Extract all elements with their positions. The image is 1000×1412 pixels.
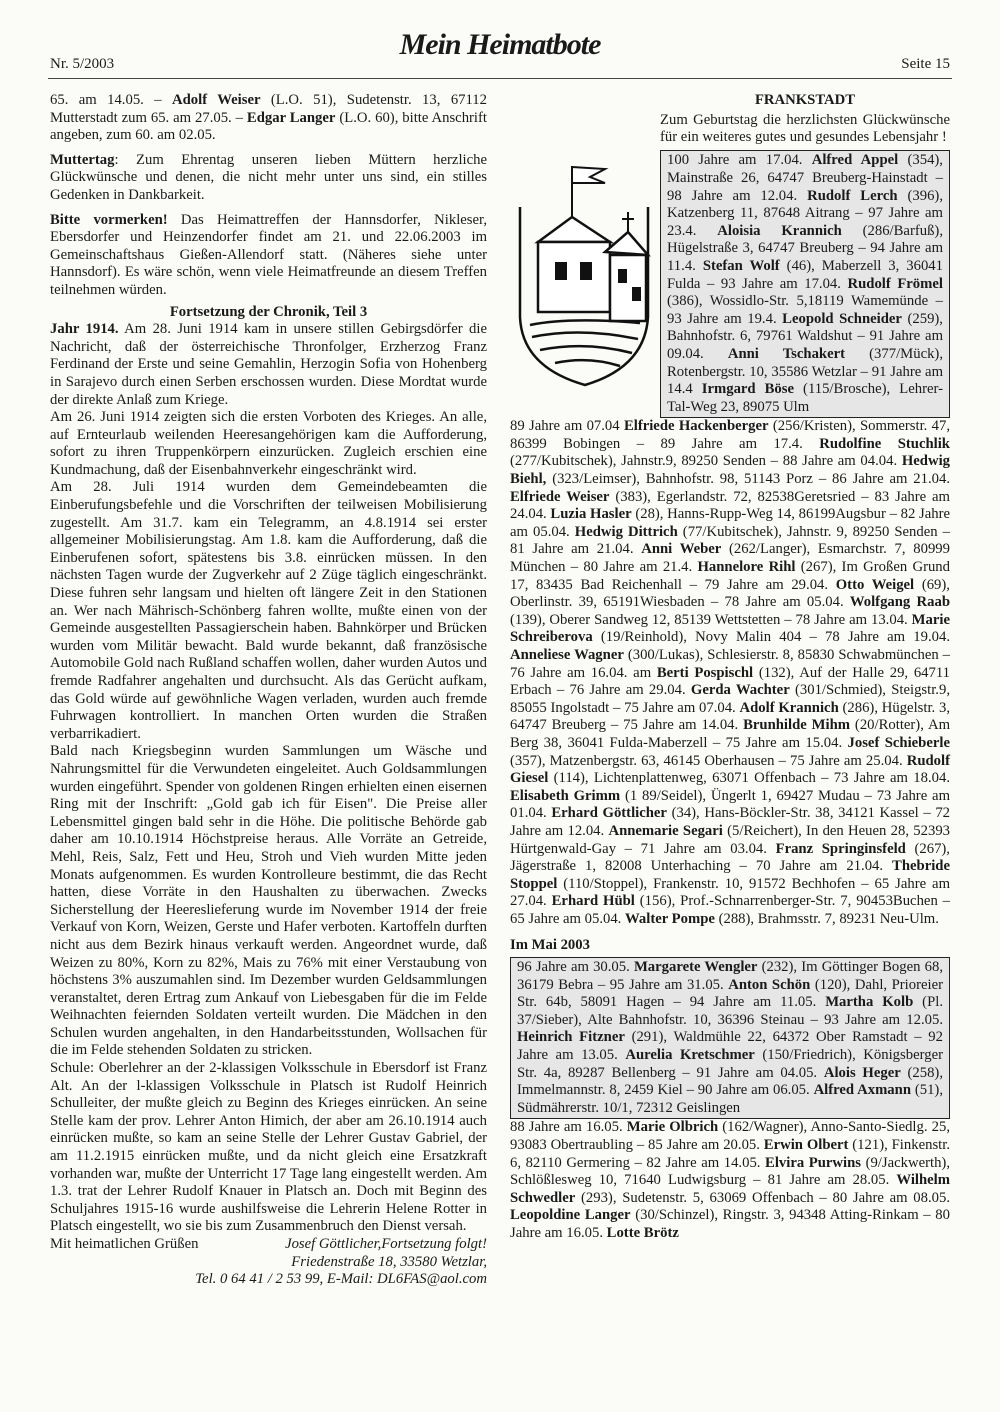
text-run: (288), Brahmsstr. 7, 89231 Neu-Ulm. [714, 910, 939, 927]
text-run: (110/Stoppel), Frankenstr. 10, 91572 Bechhofen – 65 Jahre am 27.04. [510, 875, 950, 910]
chronik-paragraph: Am 28. Juli 1914 wurden dem Gemeindebeamten die Einberufungsbefehle und die Vorschriften der teilweisen Mobilisierung zugestellt. Am 31.7. kam ein Telegramm, an 4.8.1914 sei erster allgemeiner Mobilisierungstag. Am 1.8. kam die Aufforderung, daß die Einberufenen sofort, spätestens bis 3.8. einrücken müssen. In den nächsten Tagen wurde der Zugverkehr auf 2 Züge täglich eingeschränkt. Diese fuhren sehr langsam und hielten oft längere Zeit in den Stationen an. Wer nach Mährisch-Schönberg fahren wollte, mußte einen von der Gemeinde ausgestellten Passagierschein haben. Bahnkörper und Brücken wurden vom Militär bewacht. Bald wurde bekannt, daß französische Automobile Gold nach Rußland schaffen wollen, daher wurden Autos und fremde Radfahrer angehalten und durchsucht. Als das Gerücht aufkam, das Gold würde auf gewöhnliche Wagen verladen, wurden auch fremde Fuhrwagen kontrolliert. In manchen Orten wurden die Straßen verbarrikadiert. [50, 479, 487, 742]
frankstadt-header [510, 92, 950, 147]
person-name: Irmgard Böse [701, 381, 795, 398]
text-run: (262/Langer), Esmarchstr. 7, 80999 München – 80 Jahre am 21.4. [510, 541, 950, 576]
header-rule [48, 78, 952, 79]
text-run: (259), Bahnhofstr. 6, 79761 Waldshut – 91 Jahre am 09.04. [667, 310, 943, 362]
chronik-paragraph: Am 26. Juni 1914 zeigten sich die ersten Vorboten des Krieges. An alle, auf Ernteurlaub weilenden Heeresangehörigen kam die Aufforderung, sofort zu ihren Truppenkörpern einzurücken. Zugleich erschien eine Kundmachung, daß der Eisenbahnverkehr eingeschränkt wird. [50, 409, 487, 478]
person-name: Josef Schieberle [847, 734, 950, 751]
person-name: Elisabeth Grimm [510, 787, 621, 804]
text-run: : Zum Ehrentag unseren lieben Müttern herzliche Glückwünsche und denen, die nicht mehr unter uns sind, ein stilles Gedenken in Dankbarkeit. [50, 151, 487, 203]
text-run: (30/Schinzel), Ringstr. 3, 94348 Atting-Rinkam – 80 Jahre am 16.05. [510, 1207, 950, 1241]
chronik-title: Fortsetzung der Chronik, Teil 3 [169, 303, 368, 320]
text-run: 89 Jahre am 07.04 [510, 418, 624, 435]
text-run: (139), Oberer Sandweg 12, 85139 Wettstetten – 78 Jahre am 13.04. [510, 611, 912, 628]
text-run: (120), Dahl, Prioreier Str. 64b, 58091 Hagen – 94 Jahre am 11.05. [517, 976, 944, 1011]
person-name: Aurelia Kretschmer [625, 1047, 755, 1064]
birthday-list-may [510, 1119, 950, 1242]
person-name: Luzia Hasler [550, 506, 632, 523]
person-name: Brunhilde Mihm [743, 717, 851, 734]
person-name: Marie Olbrich [626, 1119, 719, 1136]
person-name: Hedwig Dittrich [574, 523, 678, 540]
text-run: (323/Leimser), Bahnhofstr. 98, 51143 Porz – 86 Jahre am 21.04. [546, 471, 950, 488]
text-run: (5/Reichert), In den Heuen 28, 52393 Hürtgenwald-Gay – 71 Jahre am 03.04. [510, 822, 951, 857]
text-run: (377/Mück), Rotenbergstr. 10, 35586 Wetzlar – 91 Jahre am 14.4 [667, 345, 943, 398]
text-run: 96 Jahre am 30.05. [517, 959, 634, 976]
person-name: Aloisia Krannich [717, 222, 842, 239]
person-name: Rudolf Frömel [847, 275, 943, 292]
person-name: Heinrich Fitzner [517, 1029, 625, 1046]
text-run: (132), Auf der Halle 29, 64711 Erbach – 76 Jahre am 29.04. [510, 664, 950, 699]
text-run: (114), Lichtenplattenweg, 63071 Offenbach – 73 Jahre am 18.04. [548, 770, 950, 787]
page-number: Seite 15 [901, 56, 950, 72]
text-run: (20/Rotter), Am Berg 38, 36041 Fulda-Maberzell – 75 Jahre am 15.04. [510, 717, 950, 751]
person-name: Erhard Göttlicher [551, 805, 667, 822]
person-name: Alfred Appel [811, 152, 899, 169]
person-name: Bitte vormerken! [50, 211, 168, 228]
text-run: 88 Jahre am 16.05. [510, 1119, 627, 1136]
person-name: Elfriede Weiser [510, 488, 610, 505]
person-name: Wilhelm Schwedler [510, 1172, 950, 1206]
text-run: (162/Wagner), Anno-Santo-Siedlg. 25, 93083 Obertraubling – 85 Jahre am 20.05. [510, 1119, 950, 1154]
person-name: Berti Pospischl [656, 664, 754, 681]
person-name: Adolf Weiser [172, 92, 261, 108]
text-run: (19/Reinhold), Novy Malin 404 – 78 Jahre am 19.04. [592, 629, 950, 646]
birthday-intro: Zum Geburtstag die herzlichsten Glückwünsche für ein weiteres gutes und gesundes Lebensjahr ! [660, 111, 950, 146]
signature-row [50, 1236, 381, 1254]
chronik-paragraph [50, 321, 487, 409]
issue-number: Nr. 5/2003 [50, 56, 115, 72]
text-run: (156), Prof.-Schnarrenberger-Str. 7, 90453Buchen – 65 Jahre am 05.04. [510, 893, 951, 927]
person-name: Lotte Brötz [606, 1225, 679, 1241]
person-name: Rudolf Lerch [807, 187, 898, 204]
author-address: Friedenstraße 18, 33580 Wetzlar, [291, 1253, 487, 1270]
person-name: Marie Schreiberova [510, 611, 950, 646]
text-run: (1 89/Seidel), Üngerlt 1, 69427 Mudau – 73 Jahre am 01.04. [510, 787, 950, 822]
text-run: (28), Hanns-Rupp-Weg 14, 86199Augsbur – 82 Jahre am 05.04. [510, 506, 951, 540]
text-run: Am 28. Juni 1914 kam in unsere stillen Gebirgsdörfer die Nachricht, daß der österreichische Thronfolger, Erzherzog Franz Ferdinand der Erste und seine Gemahlin, Herzogin Sofia von Hohenberg in Sarajevo durch einen Serben erschossen wurden. Diese Mordtat wurde der direkte Anlaß zum Kriege. [50, 321, 487, 408]
notice-heimattreffen [50, 212, 487, 300]
person-name: Erwin Olbert [763, 1137, 849, 1154]
text-run: (69), Oberlinstr. 39, 65191Wiesbaden – 78 Jahre am 05.04. [510, 576, 950, 611]
person-name: Franz Springinsfeld [775, 840, 906, 857]
masthead-title: Mein Heimatbote [399, 28, 601, 61]
continuation-note: Fortsetzung folgt! [381, 1236, 487, 1252]
person-name: Jahr 1914. [50, 321, 119, 338]
person-name: Leopoldine Langer [510, 1207, 631, 1224]
person-name: Wolfgang Raab [849, 594, 950, 611]
text-run: (301/Schmied), Steigstr.9, 85055 Ingolstadt – 75 Jahre am 07.04. [510, 682, 950, 716]
author-name: Josef Göttlicher, [285, 1236, 382, 1252]
text-run: (9/Jackwerth), Schlößlesweg 10, 71640 Ludwigsburg – 81 Jahre am 28.05. [510, 1154, 950, 1189]
text-run: 65. am 14.05. – [50, 92, 173, 108]
person-name: Margarete Wengler [633, 959, 758, 976]
person-name: Alois Heger [823, 1064, 901, 1081]
text-run: (51), Südmährerstr. 10/1, 72312 Geislingen [517, 1082, 943, 1116]
chronik-school-text: Schule: Oberlehrer an der 2-klassigen Volksschule in Ebersdorf ist Franz Alt. An der l-klassigen Volksschule in Platsch ist Rudolf Heinrich Schulleiter, der mußte gleich zu Beginn des Krieges einrücken. An seine Stelle kam der prov. Lehrer Anton Himich, der aber am 26.10.1914 auch einrücken mußte, so kam an seine Stelle der Lehrer Gustav Gabriel, der am 11.2.1915 einrücken mußte, und da nicht gleich eine Ersatzkraft vorhanden war, mußte der Unterricht 17 Tage lang eingestellt werden. Am 1.3. trat der Lehrer Rudolf Knauer in Platsch an. Doch mit Beginn des Schuljahres 1915-16 wurde aushilfsweise die Lehrerin Helene Rotter in Platsch eingestellt, wo sie bis zum Zusammenbruch den Dienst versah. [50, 1060, 487, 1235]
person-name: Alfred Axmann [813, 1082, 911, 1099]
section-title-frankstadt: FRANKSTADT [754, 92, 856, 108]
greeting: Mit heimatlichen Grüßen [50, 1236, 199, 1252]
text-run: (357), Matzenbergstr. 63, 46145 Oberhausen – 75 Jahre am 25.04. [510, 752, 907, 769]
text-run: (121), Finkenstr. 6, 82110 Germering – 82 Jahre am 14.05. [510, 1137, 950, 1171]
text-run: (77/Kubitschek), Jahnstr. 9, 89250 Senden – 81 Jahre am 21.04. [510, 523, 950, 558]
person-name: Hedwig Biehl, [510, 453, 950, 488]
text-run: (300/Lukas), Schlesierstr. 8, 85830 Schwabmünchen – 76 Jahre am 16.04. am [510, 647, 951, 681]
text-run: (L.O. 51), Sudetenstr. 13, 67112 Mutterstadt zum 65. am 27.05. – [50, 92, 487, 126]
text-run: (267), Im Großen Grund 17, 83435 Bad Reichenhall – 79 Jahre am 29.04. [510, 559, 950, 593]
person-name: Rudolfine Stuchlik [819, 435, 950, 452]
text-run: (34), Hans-Böckler-Str. 38, 34121 Kassel – 72 Jahre am 12.04. [510, 805, 951, 839]
text-run: (150/Friedrich), Königsberger Str. 4a, 89287 Bellenberg – 91 Jahre am 04.05. [517, 1047, 943, 1081]
person-name: Adolf Krannich [739, 699, 839, 716]
birthday-box-may [510, 957, 950, 1119]
birthday-box-text [517, 959, 943, 1117]
person-name: Elvira Purwins [765, 1154, 861, 1171]
person-name: Stefan Wolf [702, 257, 780, 274]
person-name: Elfriede Hackenberger [623, 418, 769, 435]
text-run: (Pl. 37/Sieber), Alte Bahnhofstr. 10, 36396 Steinau – 93 Jahre am 12.05. [517, 994, 943, 1028]
text-run: (256/Kristen), Sommerstr. 47, 86399 Bobingen – 89 Jahre am 17.4. [510, 418, 950, 452]
person-name: Walter Pompe [625, 910, 715, 927]
right-column [510, 92, 950, 1243]
person-name: Anton Schön [728, 976, 811, 993]
text-run: (286), Hügelstr. 3, 64747 Breuberg – 75 Jahre am 14.04. [510, 699, 950, 734]
person-name: Thebride Stoppel [510, 858, 950, 892]
text-run: (286/Barfuß), Hügelstraße 3, 64747 Breuberg – 94 Jahre am 11.4. [667, 222, 943, 274]
person-name: Erhard Hübl [551, 893, 635, 910]
left-column [50, 92, 487, 1289]
birthday-box-text [667, 152, 943, 416]
text-run: (386), Wossidlo-Str. 5,18119 Wamemünde – 93 Jahre am 19.4. [667, 293, 943, 327]
chronik-paragraph: Bald nach Kriegsbeginn wurden Sammlungen um Wäsche und Nahrungsmittel für die Verwundeten eingeleitet. Auch Goldsammlungen wurden eingeführt. Spender von goldenen Ringen erhielten einen eisernen Ring mit der Inschrift: „Gold gab ich für Eisen". Die Preise aller Lebensmittel gingen bald sehr in die Höhe. Die politische Behörde gab daher am 10.10.1914 Höchstpreise heraus. Alle Vorräte an Getreide, Mehl, Reis, Salz, Fett und Heu, Stroh und Vieh wurden Mitte jeden Monats aufgenommen. Es wurden Kontrolleure bestimmt, die das Recht hatten, diese Vorräte in den Haushalten zu überwachen. Zwecks Sicherstellung der Heereslieferung wurde im November 1914 der freie Verkauf von Korn, Weizen, Gerste und Hafer verboten. Kartoffeln durften nicht aus dem Bezirk hinaus verkauft werden. Angeordnet wurde, daß Weizen zu 80%, Korn zu 82%, Mais zu 76% mit einer Verstaubung von höchstens 3% auszumahlen sind. Im Dezember wurden Geldsammlungen veranstaltet, deren Ertrag zum Ankauf von Liebesgaben für die im Felde Weihnachten feiernden Soldaten verteilt wurden. Die Mädchen in den Schulen wurden angehalten, in den Handarbeitsstunden, Wollsachen für die im Felde stehenden Soldaten zu stricken. [50, 743, 487, 1059]
person-name: Hannelore Rihl [697, 559, 796, 576]
person-name: Otto Weigel [835, 576, 915, 593]
text-run: (267), Jägerstraße 1, 82008 Unterhaching – 70 Jahre am 21.04. [510, 840, 950, 875]
text-run: (L.O. 60), bitte Anschrift angeben, zum 60. am 02.05. [50, 109, 487, 144]
text-run: (383), Egerlandstr. 72, 82538Geretsried – 83 Jahre am 24.04. [510, 488, 950, 523]
person-name: Anni Weber [641, 541, 722, 558]
text-run: (232), Im Göttinger Bogen 68, 36179 Bebra – 95 Jahre am 31.05. [517, 959, 943, 993]
person-name: Muttertag [50, 151, 115, 168]
section-may-2003: Im Mai 2003 [510, 936, 590, 953]
text-run: (291), Waldmühle 22, 64372 Ober Ramstadt – 92 Jahre am 13.05. [517, 1029, 943, 1064]
person-name: Rudolf Giesel [510, 752, 950, 787]
person-name: Annemarie Segari [608, 822, 723, 839]
person-name: Martha Kolb [825, 994, 914, 1011]
birthday-list-april [510, 418, 950, 928]
person-name: Edgar Langer [246, 109, 336, 126]
crest-icon [510, 147, 660, 393]
text-run: Das Heimattreffen der Hannsdorfer, Nikleser, Ebersdorfer und Heinzendorfer findet am 21. und 22.06.2003 im Gemeinschaftshaus Gießen-Allendorf statt. (Näheres siehe unter Hannsdorf). Es wäre schön, wenn viele Heimatfreunde an diesem Treffen teilnehmen würden. [50, 211, 488, 298]
text-run: (293), Sudetenstr. 5, 63069 Offenbach – 80 Jahre am 08.05. [575, 1189, 950, 1206]
person-name: Leopold Schneider [782, 310, 902, 327]
person-name: Anni Tschakert [727, 345, 846, 362]
person-name: Gerda Wachter [690, 682, 790, 699]
text-run: (277/Kubitschek), Jahnstr.9, 89250 Senden – 88 Jahre am 04.04. [510, 453, 902, 470]
castle-crest-icon [510, 147, 656, 387]
birthday-box-april-top [660, 150, 950, 418]
text-run: (354), Mainstraße 26, 64747 Breuberg-Hainstadt – 98 Jahre am 12.04. [667, 152, 943, 204]
text-run: (115/Brosche), Lehrer-Tal-Weg 23, 89075 Ulm [667, 381, 943, 415]
person-name: Anneliese Wagner [510, 647, 624, 663]
notice-muttertag [50, 152, 487, 205]
notice-birthdays [50, 92, 487, 145]
text-run: (46), Maberzell 3, 36041 Fulda – 93 Jahre am 17.04. [667, 257, 943, 292]
text-run: 100 Jahre am 17.04. [667, 152, 812, 169]
author-contact: Tel. 0 64 41 / 2 53 99, E-Mail: DL6FAS@aol.com [195, 1271, 487, 1288]
text-run: (258), Immelmannstr. 8, 2459 Kiel – 90 Jahre am 06.05. [517, 1064, 943, 1099]
text-run: (396), Katzenberg 11, 87648 Aitrang – 97 Jahre am 23.4. [667, 187, 943, 239]
